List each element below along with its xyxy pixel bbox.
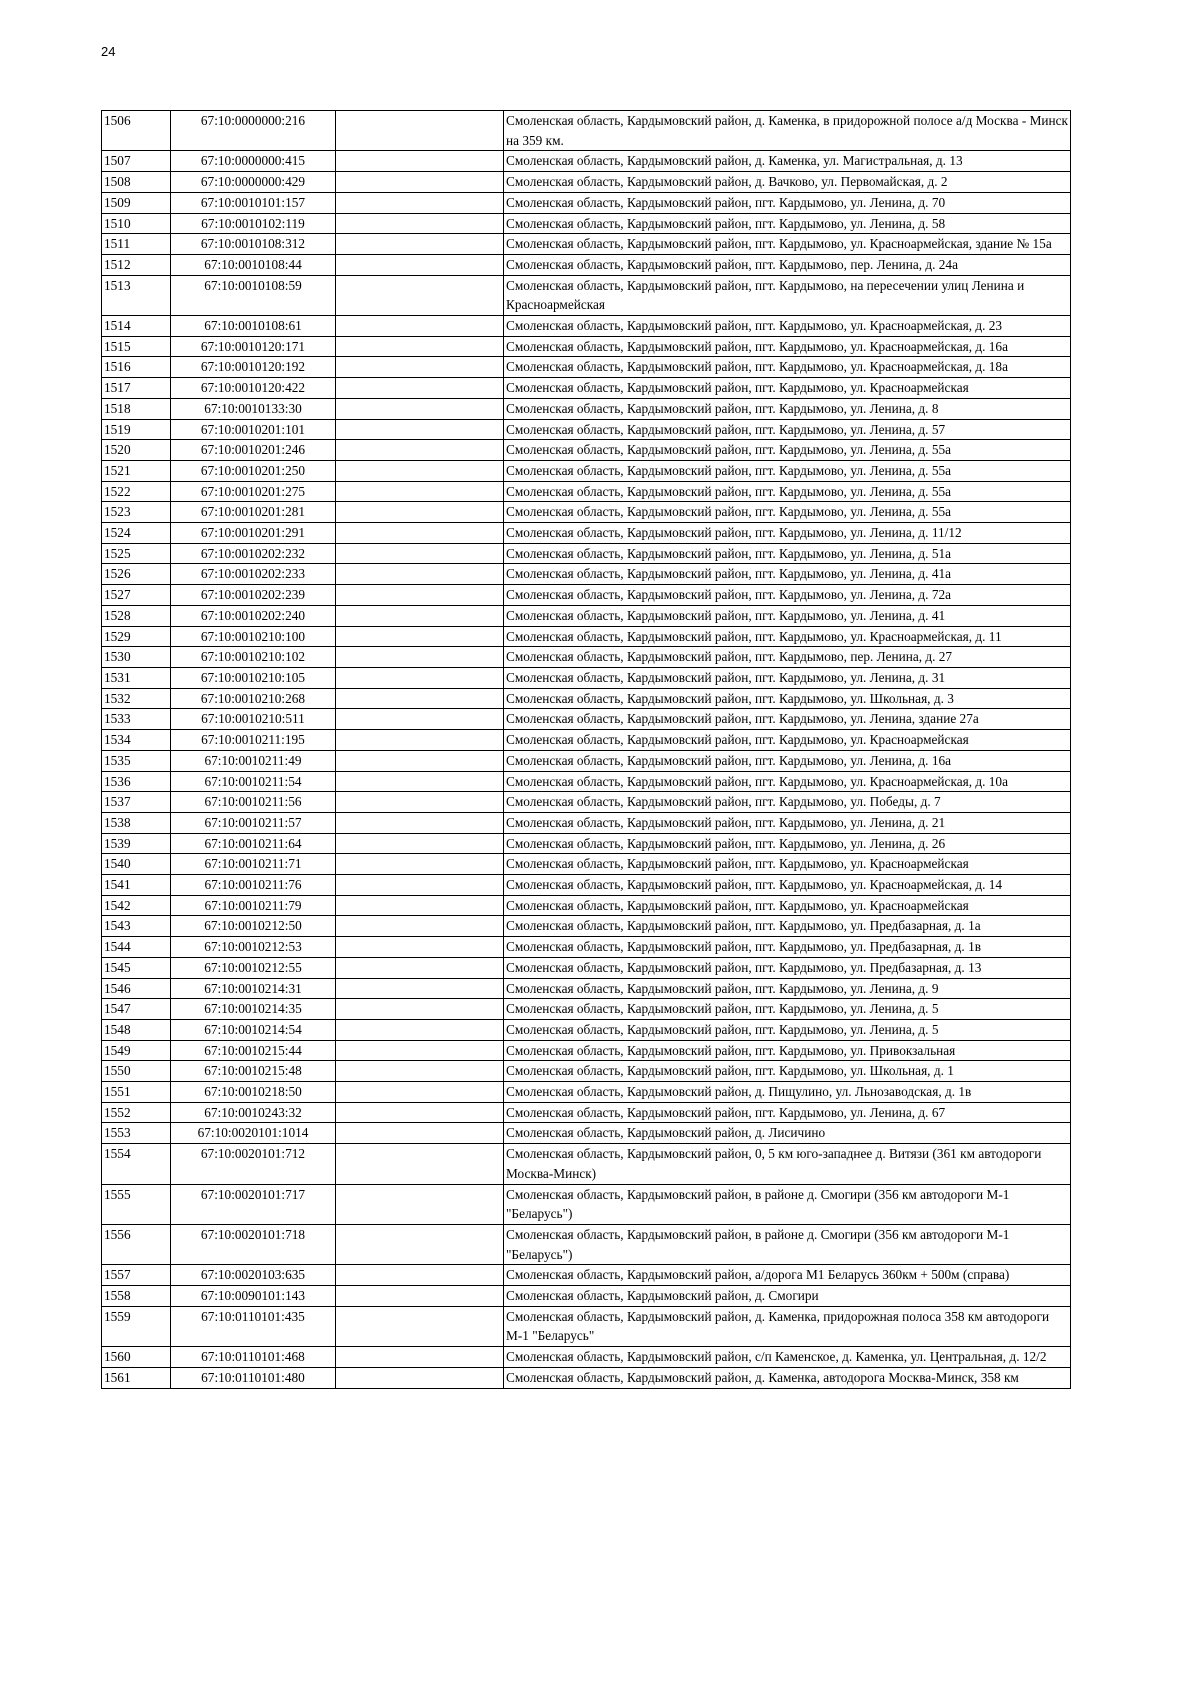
row-number-cell: 1557 [102,1265,171,1286]
row-number-cell: 1524 [102,523,171,544]
empty-cell [336,875,504,896]
table-row [102,336,1071,357]
address-cell: Смоленская область, Кардымовский район, в районе д. Смогири (356 км автодороги М-1 "Беларусь") [504,1184,1071,1224]
table-row [102,1224,1071,1264]
cadastral-number-cell: 67:10:0020101:1014 [171,1123,336,1144]
empty-cell [336,730,504,751]
cadastral-number-cell: 67:10:0090101:143 [171,1286,336,1307]
empty-cell [336,523,504,544]
empty-cell [336,316,504,337]
table-row [102,172,1071,193]
row-number-cell: 1523 [102,502,171,523]
cadastral-number-cell: 67:10:0010210:100 [171,626,336,647]
address-cell: Смоленская область, Кардымовский район, д. Вачково, ул. Первомайская, д. 2 [504,172,1071,193]
address-cell: Смоленская область, Кардымовский район, пгт. Кардымово, ул. Красноармейская [504,378,1071,399]
empty-cell [336,854,504,875]
cadastral-number-cell: 67:10:0010120:422 [171,378,336,399]
cadastral-number-cell: 67:10:0010210:105 [171,667,336,688]
row-number-cell: 1527 [102,585,171,606]
empty-cell [336,833,504,854]
table-row [102,771,1071,792]
cadastral-number-cell: 67:10:0010201:101 [171,419,336,440]
row-number-cell: 1551 [102,1082,171,1103]
table-row [102,605,1071,626]
cadastral-number-cell: 67:10:0010120:192 [171,357,336,378]
address-cell: Смоленская область, Кардымовский район, пгт. Кардымово, ул. Ленина, здание 27а [504,709,1071,730]
table-row [102,440,1071,461]
table-row [102,275,1071,315]
address-cell: Смоленская область, Кардымовский район, пгт. Кардымово, ул. Ленина, д. 11/12 [504,523,1071,544]
address-cell: Смоленская область, Кардымовский район, пгт. Кардымово, ул. Красноармейская, д. 16а [504,336,1071,357]
table-row [102,1286,1071,1307]
empty-cell [336,564,504,585]
cadastral-number-cell: 67:10:0010211:79 [171,895,336,916]
address-cell: Смоленская область, Кардымовский район, д. Каменка, автодорога Москва-Минск, 358 км [504,1367,1071,1388]
address-cell: Смоленская область, Кардымовский район, пгт. Кардымово, ул. Ленина, д. 72а [504,585,1071,606]
table-row [102,1040,1071,1061]
row-number-cell: 1548 [102,1019,171,1040]
empty-cell [336,1184,504,1224]
empty-cell [336,254,504,275]
row-number-cell: 1539 [102,833,171,854]
cadastral-number-cell: 67:10:0020101:717 [171,1184,336,1224]
row-number-cell: 1532 [102,688,171,709]
table-row [102,460,1071,481]
cadastral-number-cell: 67:10:0010212:53 [171,937,336,958]
address-cell: Смоленская область, Кардымовский район, пгт. Кардымово, ул. Ленина, д. 55а [504,460,1071,481]
address-cell: Смоленская область, Кардымовский район, пгт. Кардымово, ул. Красноармейская, д. 14 [504,875,1071,896]
address-cell: Смоленская область, Кардымовский район, д. Смогири [504,1286,1071,1307]
table-row [102,234,1071,255]
cadastral-number-cell: 67:10:0010214:35 [171,999,336,1020]
address-cell: Смоленская область, Кардымовский район, д. Каменка, в придорожной полосе а/д Москва - Минск на 359 км. [504,111,1071,151]
table-row [102,1123,1071,1144]
cadastral-number-cell: 67:10:0010211:54 [171,771,336,792]
table-row [102,543,1071,564]
table-row [102,357,1071,378]
table-row [102,812,1071,833]
table-row [102,523,1071,544]
address-cell: Смоленская область, Кардымовский район, пгт. Кардымово, ул. Ленина, д. 9 [504,978,1071,999]
row-number-cell: 1517 [102,378,171,399]
empty-cell [336,585,504,606]
empty-cell [336,1347,504,1368]
empty-cell [336,1123,504,1144]
row-number-cell: 1506 [102,111,171,151]
table-row [102,1184,1071,1224]
empty-cell [336,151,504,172]
table-row [102,254,1071,275]
row-number-cell: 1521 [102,460,171,481]
empty-cell [336,440,504,461]
cadastral-number-cell: 67:10:0010201:246 [171,440,336,461]
row-number-cell: 1543 [102,916,171,937]
row-number-cell: 1516 [102,357,171,378]
row-number-cell: 1535 [102,750,171,771]
empty-cell [336,1082,504,1103]
address-cell: Смоленская область, Кардымовский район, пгт. Кардымово, ул. Ленина, д. 67 [504,1102,1071,1123]
empty-cell [336,213,504,234]
empty-cell [336,1367,504,1388]
row-number-cell: 1509 [102,192,171,213]
row-number-cell: 1549 [102,1040,171,1061]
table-row [102,647,1071,668]
cadastral-number-cell: 67:10:0010102:119 [171,213,336,234]
table-row [102,1102,1071,1123]
cadastral-number-cell: 67:10:0010212:55 [171,957,336,978]
empty-cell [336,460,504,481]
cadastral-number-cell: 67:10:0010210:268 [171,688,336,709]
empty-cell [336,916,504,937]
address-cell: Смоленская область, Кардымовский район, пгт. Кардымово, ул. Ленина, д. 21 [504,812,1071,833]
table-row [102,916,1071,937]
table-row [102,895,1071,916]
table-row [102,709,1071,730]
table-row [102,1082,1071,1103]
address-cell: Смоленская область, Кардымовский район, пгт. Кардымово, ул. Красноармейская, д. 11 [504,626,1071,647]
empty-cell [336,111,504,151]
row-number-cell: 1561 [102,1367,171,1388]
row-number-cell: 1546 [102,978,171,999]
address-cell: Смоленская область, Кардымовский район, пгт. Кардымово, ул. Ленина, д. 55а [504,440,1071,461]
row-number-cell: 1555 [102,1184,171,1224]
table-row [102,833,1071,854]
empty-cell [336,957,504,978]
address-cell: Смоленская область, Кардымовский район, пгт. Кардымово, ул. Ленина, д. 51а [504,543,1071,564]
table-row [102,1019,1071,1040]
table-row [102,192,1071,213]
row-number-cell: 1540 [102,854,171,875]
empty-cell [336,1144,504,1184]
table-row [102,667,1071,688]
cadastral-number-cell: 67:10:0010211:49 [171,750,336,771]
address-cell: Смоленская область, Кардымовский район, пгт. Кардымово, ул. Предбазарная, д. 1а [504,916,1071,937]
cadastral-number-cell: 67:10:0010215:48 [171,1061,336,1082]
empty-cell [336,1061,504,1082]
table-row [102,419,1071,440]
address-cell: Смоленская область, Кардымовский район, пгт. Кардымово, ул. Победы, д. 7 [504,792,1071,813]
table-row [102,688,1071,709]
row-number-cell: 1511 [102,234,171,255]
address-cell: Смоленская область, Кардымовский район, в районе д. Смогири (356 км автодороги М-1 "Беларусь") [504,1224,1071,1264]
table-row [102,937,1071,958]
table-row [102,750,1071,771]
table-row [102,957,1071,978]
table-row [102,378,1071,399]
table-row [102,111,1071,151]
row-number-cell: 1515 [102,336,171,357]
address-cell: Смоленская область, Кардымовский район, пгт. Кардымово, ул. Ленина, д. 70 [504,192,1071,213]
empty-cell [336,543,504,564]
cadastral-number-cell: 67:10:0000000:415 [171,151,336,172]
empty-cell [336,172,504,193]
address-cell: Смоленская область, Кардымовский район, пгт. Кардымово, ул. Ленина, д. 41 [504,605,1071,626]
table-row [102,875,1071,896]
empty-cell [336,419,504,440]
address-cell: Смоленская область, Кардымовский район, 0, 5 км юго-западнее д. Витязи (361 км автодороги Москва-Минск) [504,1144,1071,1184]
table-row [102,1347,1071,1368]
empty-cell [336,605,504,626]
cadastral-number-cell: 67:10:0010108:59 [171,275,336,315]
row-number-cell: 1545 [102,957,171,978]
table-row [102,730,1071,751]
table-row [102,1367,1071,1388]
address-cell: Смоленская область, Кардымовский район, пгт. Кардымово, ул. Предбазарная, д. 13 [504,957,1071,978]
cadastral-number-cell: 67:10:0010201:291 [171,523,336,544]
empty-cell [336,378,504,399]
address-cell: Смоленская область, Кардымовский район, пгт. Кардымово, ул. Ленина, д. 55а [504,502,1071,523]
table-row [102,1265,1071,1286]
row-number-cell: 1547 [102,999,171,1020]
cadastral-number-cell: 67:10:0010211:57 [171,812,336,833]
empty-cell [336,667,504,688]
empty-cell [336,398,504,419]
address-cell: Смоленская область, Кардымовский район, пгт. Кардымово, ул. Красноармейская, д. 10а [504,771,1071,792]
row-number-cell: 1520 [102,440,171,461]
table-row [102,502,1071,523]
empty-cell [336,750,504,771]
address-cell: Смоленская область, Кардымовский район, пгт. Кардымово, ул. Ленина, д. 8 [504,398,1071,419]
cadastral-number-cell: 67:10:0020101:718 [171,1224,336,1264]
address-cell: Смоленская область, Кардымовский район, пгт. Кардымово, на пересечении улиц Ленина и Красноармейская [504,275,1071,315]
cadastral-number-cell: 67:10:0110101:435 [171,1306,336,1346]
address-cell: Смоленская область, Кардымовский район, пгт. Кардымово, ул. Ленина, д. 16а [504,750,1071,771]
row-number-cell: 1525 [102,543,171,564]
table-row [102,1306,1071,1346]
row-number-cell: 1544 [102,937,171,958]
table-row [102,854,1071,875]
empty-cell [336,275,504,315]
row-number-cell: 1530 [102,647,171,668]
address-cell: Смоленская область, Кардымовский район, пгт. Кардымово, ул. Красноармейская, здание № 15а [504,234,1071,255]
address-cell: Смоленская область, Кардымовский район, пгт. Кардымово, ул. Ленина, д. 5 [504,999,1071,1020]
address-cell: Смоленская область, Кардымовский район, пгт. Кардымово, ул. Красноармейская, д. 18а [504,357,1071,378]
cadastral-number-cell: 67:10:0010214:54 [171,1019,336,1040]
empty-cell [336,812,504,833]
address-cell: Смоленская область, Кардымовский район, пгт. Кардымово, ул. Школьная, д. 3 [504,688,1071,709]
empty-cell [336,1286,504,1307]
address-cell: Смоленская область, Кардымовский район, пгт. Кардымово, ул. Школьная, д. 1 [504,1061,1071,1082]
empty-cell [336,1019,504,1040]
empty-cell [336,647,504,668]
cadastral-number-cell: 67:10:0010101:157 [171,192,336,213]
cadastral-number-cell: 67:10:0010201:281 [171,502,336,523]
address-cell: Смоленская область, Кардымовский район, д. Каменка, ул. Магистральная, д. 13 [504,151,1071,172]
row-number-cell: 1528 [102,605,171,626]
cadastral-number-cell: 67:10:0010202:239 [171,585,336,606]
row-number-cell: 1550 [102,1061,171,1082]
cadastral-number-cell: 67:10:0000000:429 [171,172,336,193]
address-cell: Смоленская область, Кардымовский район, пгт. Кардымово, пер. Ленина, д. 27 [504,647,1071,668]
address-cell: Смоленская область, Кардымовский район, пгт. Кардымово, ул. Ленина, д. 5 [504,1019,1071,1040]
row-number-cell: 1554 [102,1144,171,1184]
row-number-cell: 1508 [102,172,171,193]
empty-cell [336,792,504,813]
cadastral-number-cell: 67:10:0010210:511 [171,709,336,730]
cadastral-number-cell: 67:10:0010201:275 [171,481,336,502]
address-cell: Смоленская область, Кардымовский район, пгт. Кардымово, ул. Красноармейская [504,854,1071,875]
row-number-cell: 1542 [102,895,171,916]
empty-cell [336,1306,504,1346]
cadastral-number-cell: 67:10:0010133:30 [171,398,336,419]
empty-cell [336,192,504,213]
empty-cell [336,688,504,709]
table-row [102,213,1071,234]
address-cell: Смоленская область, Кардымовский район, пгт. Кардымово, ул. Ленина, д. 55а [504,481,1071,502]
cadastral-number-cell: 67:10:0020101:712 [171,1144,336,1184]
empty-cell [336,771,504,792]
row-number-cell: 1534 [102,730,171,751]
table-row [102,316,1071,337]
row-number-cell: 1529 [102,626,171,647]
row-number-cell: 1552 [102,1102,171,1123]
cadastral-number-cell: 67:10:0110101:468 [171,1347,336,1368]
empty-cell [336,937,504,958]
registry-table-body [102,111,1071,1389]
row-number-cell: 1507 [102,151,171,172]
table-row [102,585,1071,606]
row-number-cell: 1519 [102,419,171,440]
empty-cell [336,481,504,502]
row-number-cell: 1518 [102,398,171,419]
cadastral-number-cell: 67:10:0010201:250 [171,460,336,481]
address-cell: Смоленская область, Кардымовский район, пгт. Кардымово, ул. Ленина, д. 31 [504,667,1071,688]
empty-cell [336,1265,504,1286]
cadastral-number-cell: 67:10:0010212:50 [171,916,336,937]
empty-cell [336,1040,504,1061]
empty-cell [336,709,504,730]
cadastral-number-cell: 67:10:0010120:171 [171,336,336,357]
empty-cell [336,895,504,916]
cadastral-number-cell: 67:10:0010202:233 [171,564,336,585]
address-cell: Смоленская область, Кардымовский район, пгт. Кардымово, ул. Ленина, д. 26 [504,833,1071,854]
cadastral-number-cell: 67:10:0010108:312 [171,234,336,255]
cadastral-number-cell: 67:10:0010218:50 [171,1082,336,1103]
empty-cell [336,336,504,357]
address-cell: Смоленская область, Кардымовский район, пгт. Кардымово, ул. Красноармейская [504,730,1071,751]
row-number-cell: 1538 [102,812,171,833]
row-number-cell: 1536 [102,771,171,792]
address-cell: Смоленская область, Кардымовский район, пгт. Кардымово, ул. Ленина, д. 41а [504,564,1071,585]
table-row [102,481,1071,502]
cadastral-number-cell: 67:10:0010215:44 [171,1040,336,1061]
row-number-cell: 1560 [102,1347,171,1368]
table-row [102,1144,1071,1184]
address-cell: Смоленская область, Кардымовский район, пгт. Кардымово, ул. Красноармейская [504,895,1071,916]
cadastral-number-cell: 67:10:0010211:64 [171,833,336,854]
row-number-cell: 1533 [102,709,171,730]
address-cell: Смоленская область, Кардымовский район, пгт. Кардымово, ул. Ленина, д. 58 [504,213,1071,234]
cadastral-number-cell: 67:10:0010108:44 [171,254,336,275]
empty-cell [336,502,504,523]
cadastral-number-cell: 67:10:0010108:61 [171,316,336,337]
empty-cell [336,626,504,647]
page-number: 24 [101,44,116,59]
empty-cell [336,234,504,255]
cadastral-number-cell: 67:10:0010211:195 [171,730,336,751]
row-number-cell: 1510 [102,213,171,234]
cadastral-number-cell: 67:10:0110101:480 [171,1367,336,1388]
cadastral-number-cell: 67:10:0020103:635 [171,1265,336,1286]
empty-cell [336,1224,504,1264]
table-row [102,564,1071,585]
address-cell: Смоленская область, Кардымовский район, пгт. Кардымово, ул. Ленина, д. 57 [504,419,1071,440]
row-number-cell: 1526 [102,564,171,585]
address-cell: Смоленская область, Кардымовский район, с/п Каменское, д. Каменка, ул. Центральная, д. 12/2 [504,1347,1071,1368]
address-cell: Смоленская область, Кардымовский район, пгт. Кардымово, пер. Ленина, д. 24а [504,254,1071,275]
table-row [102,999,1071,1020]
row-number-cell: 1512 [102,254,171,275]
row-number-cell: 1514 [102,316,171,337]
empty-cell [336,999,504,1020]
empty-cell [336,357,504,378]
cadastral-number-cell: 67:10:0000000:216 [171,111,336,151]
row-number-cell: 1556 [102,1224,171,1264]
address-cell: Смоленская область, Кардымовский район, пгт. Кардымово, ул. Красноармейская, д. 23 [504,316,1071,337]
cadastral-number-cell: 67:10:0010214:31 [171,978,336,999]
address-cell: Смоленская область, Кардымовский район, д. Пищулино, ул. Льнозаводская, д. 1в [504,1082,1071,1103]
table-row [102,398,1071,419]
address-cell: Смоленская область, Кардымовский район, пгт. Кардымово, ул. Привокзальная [504,1040,1071,1061]
cadastral-number-cell: 67:10:0010211:76 [171,875,336,896]
registry-table [101,110,1071,1389]
address-cell: Смоленская область, Кардымовский район, д. Лисичино [504,1123,1071,1144]
row-number-cell: 1558 [102,1286,171,1307]
table-row [102,792,1071,813]
row-number-cell: 1537 [102,792,171,813]
cadastral-number-cell: 67:10:0010210:102 [171,647,336,668]
address-cell: Смоленская область, Кардымовский район, пгт. Кардымово, ул. Предбазарная, д. 1в [504,937,1071,958]
row-number-cell: 1541 [102,875,171,896]
table-row [102,626,1071,647]
row-number-cell: 1559 [102,1306,171,1346]
row-number-cell: 1522 [102,481,171,502]
row-number-cell: 1553 [102,1123,171,1144]
table-row [102,151,1071,172]
table-row [102,978,1071,999]
empty-cell [336,1102,504,1123]
table-row [102,1061,1071,1082]
address-cell: Смоленская область, Кардымовский район, д. Каменка, придорожная полоса 358 км автодороги М-1 "Беларусь" [504,1306,1071,1346]
cadastral-number-cell: 67:10:0010211:71 [171,854,336,875]
cadastral-number-cell: 67:10:0010202:240 [171,605,336,626]
row-number-cell: 1513 [102,275,171,315]
address-cell: Смоленская область, Кардымовский район, а/дорога М1 Беларусь 360км + 500м (справа) [504,1265,1071,1286]
empty-cell [336,978,504,999]
cadastral-number-cell: 67:10:0010243:32 [171,1102,336,1123]
cadastral-number-cell: 67:10:0010211:56 [171,792,336,813]
row-number-cell: 1531 [102,667,171,688]
cadastral-number-cell: 67:10:0010202:232 [171,543,336,564]
